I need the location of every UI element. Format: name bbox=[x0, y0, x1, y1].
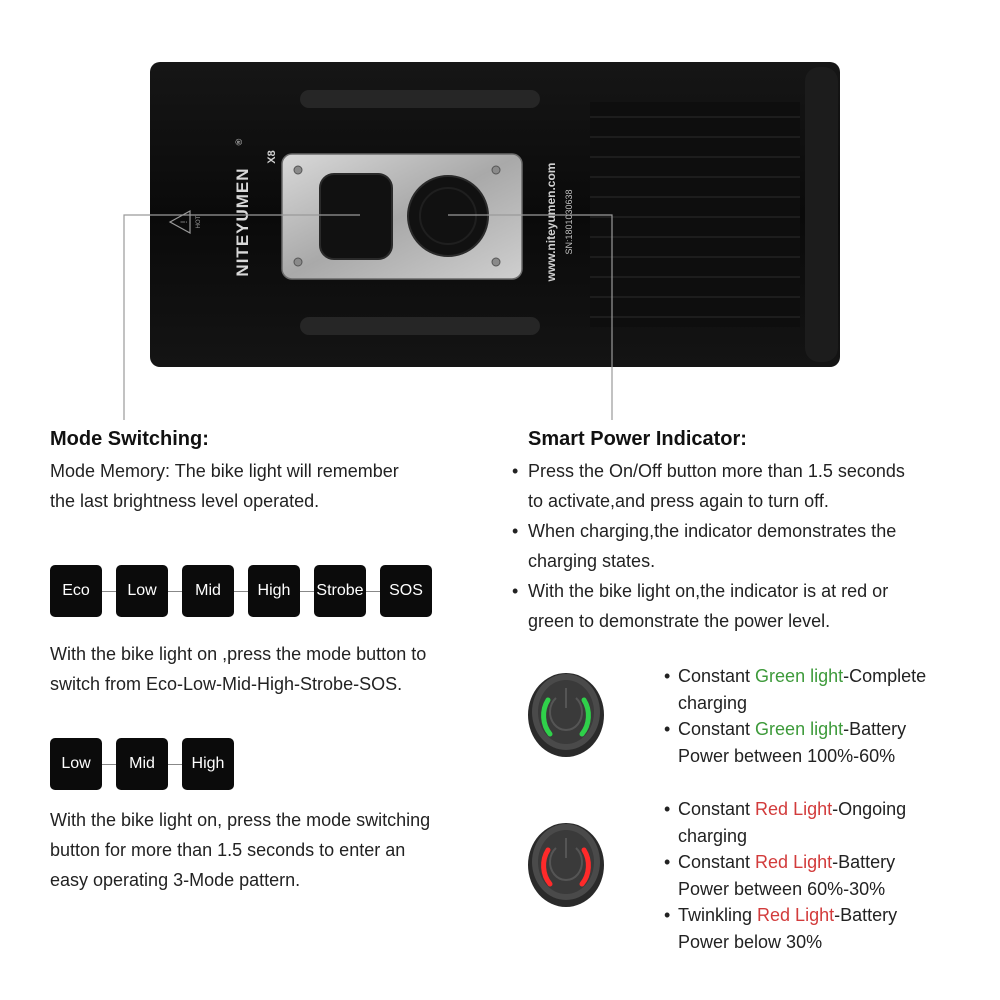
item-line2: Power between 100%-60% bbox=[678, 745, 896, 766]
svg-text:!: ! bbox=[179, 220, 189, 224]
item-line2: charging bbox=[678, 692, 748, 713]
red-indicator-item bbox=[664, 902, 906, 955]
mode-connector bbox=[168, 591, 182, 592]
item-line2: Power below 30% bbox=[678, 931, 823, 952]
full-mode-sequence bbox=[50, 565, 432, 617]
red-highlight: Red Light bbox=[755, 852, 833, 872]
mode-high: High bbox=[248, 565, 300, 617]
mode-connector bbox=[102, 764, 116, 765]
registered-mark: ® bbox=[234, 138, 244, 146]
easy-mode-line: button for more than 1.5 seconds to enter an bbox=[50, 840, 406, 860]
mode-eco: Eco bbox=[50, 565, 102, 617]
mode-connector bbox=[168, 764, 182, 765]
item-suffix: -Battery bbox=[832, 852, 896, 872]
mode-mid: Mid bbox=[182, 565, 234, 617]
website-label: www.niteyumen.com bbox=[544, 162, 558, 282]
green-highlight: Green light bbox=[755, 666, 844, 686]
red-highlight: Red Light bbox=[755, 799, 833, 819]
power-bullets bbox=[512, 456, 905, 636]
mode-connector bbox=[102, 591, 116, 592]
full-mode-description bbox=[50, 639, 426, 699]
green-highlight: Green light bbox=[755, 719, 844, 739]
mode-sos: SOS bbox=[380, 565, 432, 617]
red-indicator-item bbox=[664, 849, 906, 902]
item-line2: Power between 60%-30% bbox=[678, 878, 886, 899]
bullet-line: to activate,and press again to turn off. bbox=[528, 491, 829, 511]
red-indicator-list bbox=[664, 796, 906, 955]
mode-memory-text bbox=[50, 456, 399, 516]
easy-mode-mid: Mid bbox=[116, 738, 168, 790]
brand-logo: NITEYUMEN bbox=[233, 167, 252, 277]
red-indicator-item bbox=[664, 796, 906, 849]
full-mode-line: With the bike light on ,press the mode button to bbox=[50, 644, 427, 664]
item-prefix: Constant bbox=[678, 666, 756, 686]
green-indicator-icon bbox=[526, 668, 606, 758]
mode-connector bbox=[300, 591, 314, 592]
mode-connector bbox=[234, 591, 248, 592]
full-mode-line: switch from Eco-Low-Mid-High-Strobe-SOS. bbox=[50, 674, 403, 694]
bullet-line: • With the bike light on,the indicator is at red or bbox=[528, 581, 889, 601]
bullet-line: • When charging,the indicator demonstrates the bbox=[528, 521, 897, 541]
easy-mode-description bbox=[50, 805, 430, 895]
item-prefix: Constant bbox=[678, 799, 756, 819]
easy-mode-sequence bbox=[50, 738, 234, 790]
red-highlight: Red Light bbox=[757, 905, 835, 925]
power-bullet bbox=[512, 456, 905, 516]
green-indicator-item bbox=[664, 663, 926, 716]
bullet-line: green to demonstrate the power level. bbox=[528, 611, 831, 631]
easy-mode-line: easy operating 3-Mode pattern. bbox=[50, 870, 301, 890]
easy-mode-high: High bbox=[182, 738, 234, 790]
red-indicator-icon bbox=[526, 818, 606, 908]
easy-mode-line: With the bike light on, press the mode switching bbox=[50, 810, 431, 830]
item-suffix: -Ongoing bbox=[832, 799, 907, 819]
item-prefix: Twinkling bbox=[678, 905, 758, 925]
serial-label: SN:1801030638 bbox=[564, 189, 574, 255]
mode-strobe: Strobe bbox=[314, 565, 366, 617]
item-suffix: -Complete bbox=[843, 666, 927, 686]
item-suffix: -Battery bbox=[843, 719, 907, 739]
power-bullet bbox=[512, 576, 905, 636]
hot-label: HOT bbox=[196, 215, 202, 229]
bullet-line: • Press the On/Off button more than 1.5 seconds bbox=[528, 461, 905, 481]
item-suffix: -Battery bbox=[834, 905, 898, 925]
item-prefix: Constant bbox=[678, 719, 756, 739]
easy-mode-low: Low bbox=[50, 738, 102, 790]
green-indicator-list bbox=[664, 663, 926, 769]
mode-switching-heading: Mode Switching: bbox=[50, 428, 209, 450]
mode-memory-line: the last brightness level operated. bbox=[50, 491, 320, 511]
power-bullet bbox=[512, 516, 905, 576]
item-prefix: Constant bbox=[678, 852, 756, 872]
item-line2: charging bbox=[678, 825, 748, 846]
mode-memory-line: Mode Memory: The bike light will remember bbox=[50, 461, 399, 481]
bullet-line: charging states. bbox=[528, 551, 656, 571]
green-indicator-item bbox=[664, 716, 926, 769]
mode-low: Low bbox=[116, 565, 168, 617]
mode-connector bbox=[366, 591, 380, 592]
model-label: X8 bbox=[266, 150, 278, 164]
smart-power-heading: Smart Power Indicator: bbox=[528, 428, 747, 450]
